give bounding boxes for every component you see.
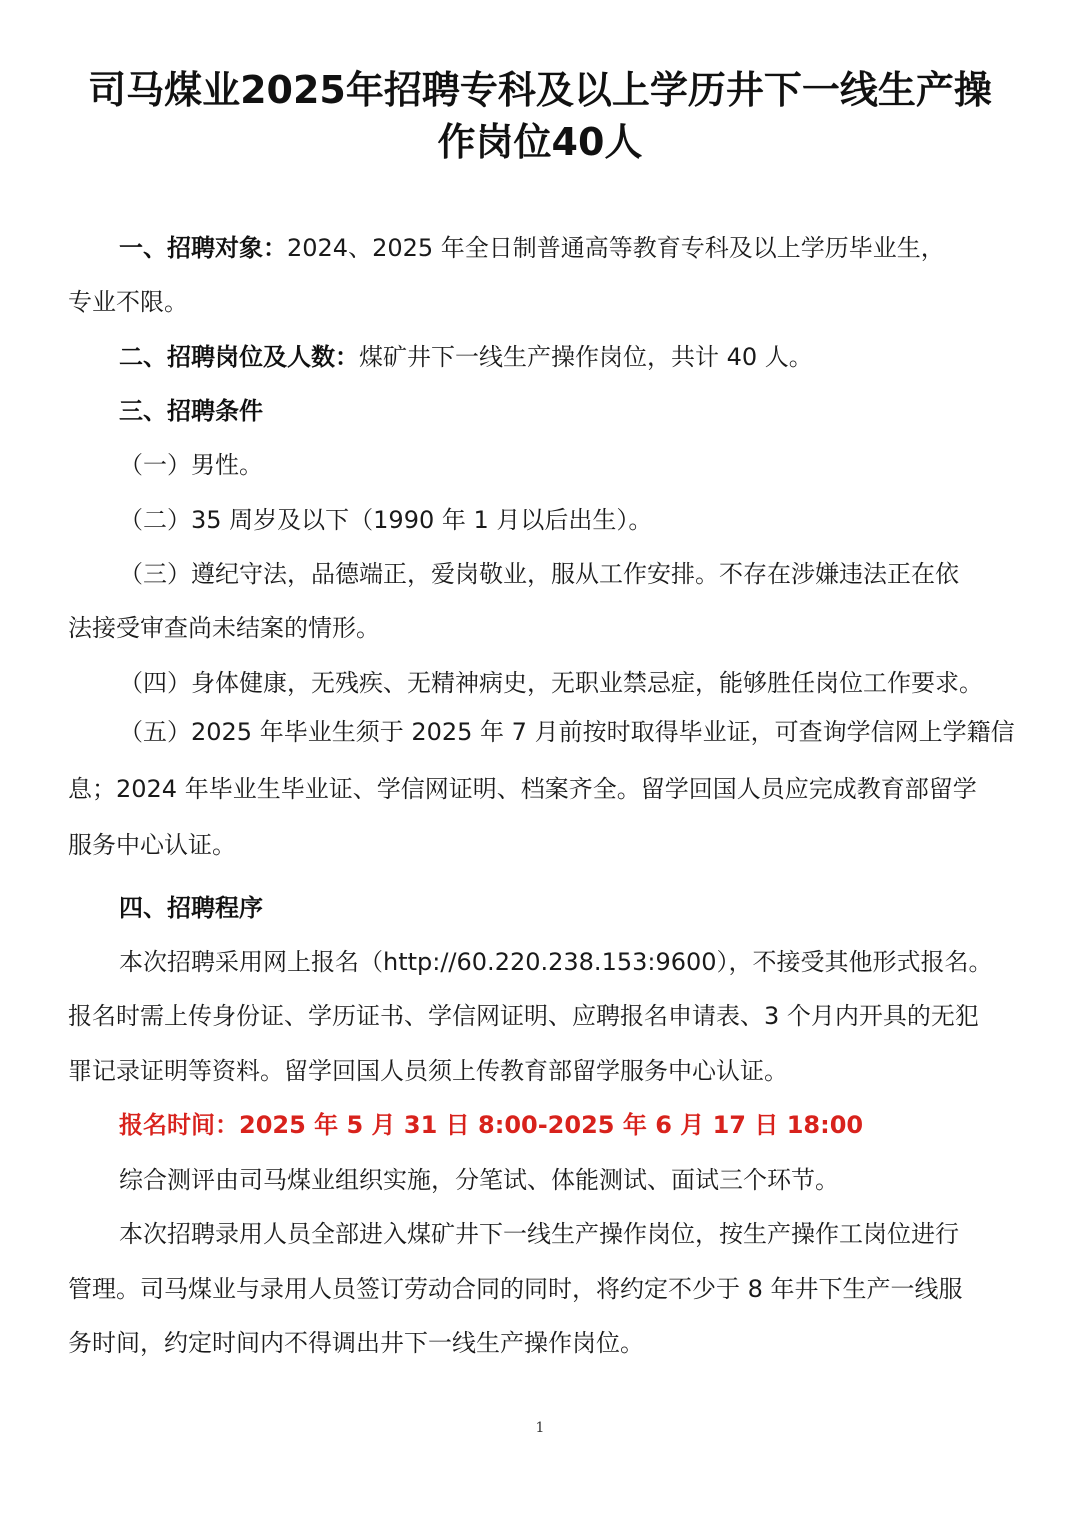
page-title-line-2: 作岗位40人: [437, 120, 643, 164]
section-1-text: 2024、2025 年全日制普通高等教育专科及以上学历毕业生，: [287, 234, 945, 262]
procedure-paragraph-1-line-1: 本次招聘采用网上报名（http://60.220.238.153:9600），不接受其他形式报名。: [119, 948, 993, 976]
section-2-heading: 二、招聘岗位及人数：: [119, 343, 359, 371]
condition-5-line-3: 服务中心认证。: [68, 831, 236, 859]
procedure-paragraph-3-line-3: 务时间，约定时间内不得调出井下一线生产操作岗位。: [68, 1329, 644, 1357]
section-1-line: [119, 230, 945, 266]
section-2-line: [119, 339, 813, 375]
condition-5-line-1: （五）2025 年毕业生须于 2025 年 7 月前按时取得毕业证，可查询学信网上学籍信: [119, 718, 1015, 746]
condition-4: （四）身体健康，无残疾、无精神病史，无职业禁忌症，能够胜任岗位工作要求。: [119, 669, 983, 697]
section-4-heading: 四、招聘程序: [119, 894, 263, 922]
procedure-paragraph-3-line-1: 本次招聘录用人员全部进入煤矿井下一线生产操作岗位，按生产操作工岗位进行: [119, 1220, 959, 1248]
procedure-paragraph-2: 综合测评由司马煤业组织实施，分笔试、体能测试、面试三个环节。: [119, 1166, 839, 1194]
page-title-line-1: 司马煤业2025年招聘专科及以上学历井下一线生产操: [88, 68, 992, 112]
procedure-paragraph-1-line-3: 罪记录证明等资料。留学回国人员须上传教育部留学服务中心认证。: [68, 1057, 788, 1085]
condition-1: （一）男性。: [119, 451, 263, 479]
section-1-continuation: 专业不限。: [68, 288, 188, 316]
procedure-paragraph-3-line-2: 管理。司马煤业与录用人员签订劳动合同的同时，将约定不少于 8 年井下生产一线服: [68, 1275, 963, 1303]
condition-3-line-1: （三）遵纪守法，品德端正，爱岗敬业，服从工作安排。不存在涉嫌违法正在依: [119, 560, 959, 588]
registration-time: 报名时间：2025 年 5 月 31 日 8:00-2025 年 6 月 17 日 18:00: [119, 1111, 864, 1139]
section-1-heading: 一、招聘对象：: [119, 234, 287, 262]
condition-5-line-2: 息；2024 年毕业生毕业证、学信网证明、档案齐全。留学回国人员应完成教育部留学: [68, 775, 977, 803]
page-number: 1: [535, 1420, 545, 1436]
condition-2: （二）35 周岁及以下（1990 年 1 月以后出生）。: [119, 506, 653, 534]
section-3-heading: 三、招聘条件: [119, 397, 263, 425]
section-2-text: 煤矿井下一线生产操作岗位，共计 40 人。: [359, 343, 813, 371]
procedure-paragraph-1-line-2: 报名时需上传身份证、学历证书、学信网证明、应聘报名申请表、3 个月内开具的无犯: [68, 1002, 979, 1030]
condition-3-line-2: 法接受审查尚未结案的情形。: [68, 614, 380, 642]
